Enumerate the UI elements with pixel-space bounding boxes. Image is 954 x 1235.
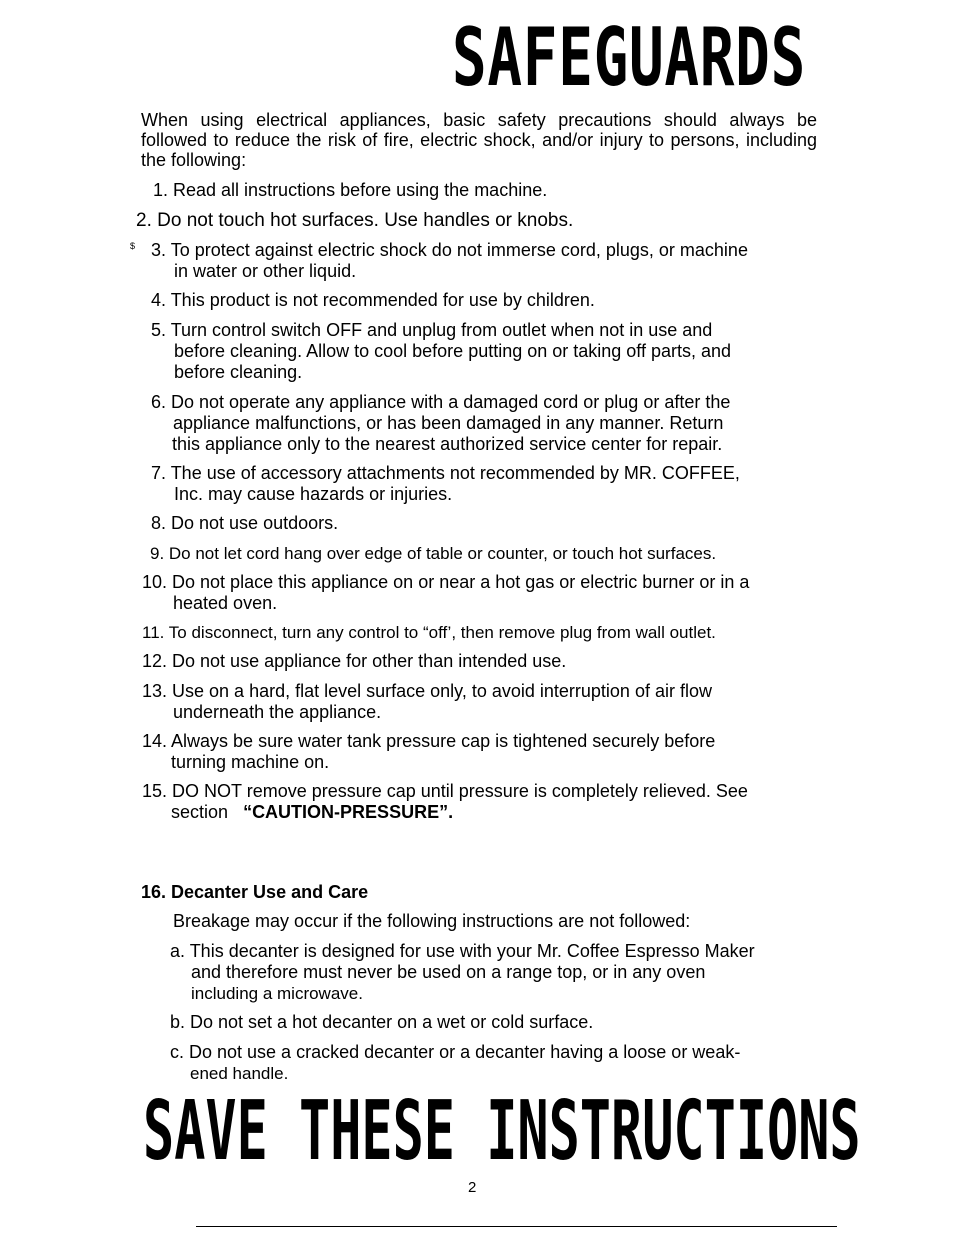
item-text-continued: before cleaning. Allow to cool before putting on or taking off parts, and [174, 341, 732, 361]
item-text-continued: ened handle. [190, 1064, 289, 1083]
item-text: 8. Do not use outdoors. [151, 513, 339, 533]
safeguard-item-7 [151, 463, 740, 505]
caution-pressure-reference: “CAUTION-PRESSURE”. [243, 802, 454, 822]
safeguard-item-8 [151, 513, 338, 534]
page-number: 2 [468, 1179, 477, 1196]
safeguard-item-13 [142, 681, 712, 723]
safeguard-item-12 [142, 651, 566, 672]
item-text-continued: Inc. may cause hazards or injuries. [174, 484, 453, 504]
item-text: c. Do not use a cracked decanter or a decanter having a loose or weak- [170, 1042, 741, 1062]
item-text: 2. Do not touch hot surfaces. Use handles or knobs. [136, 210, 574, 231]
item-text-continued: in water or other liquid. [174, 261, 357, 281]
safeguard-item-14 [142, 731, 715, 773]
item-text: 4. This product is not recommended for use by children. [151, 290, 595, 310]
decanter-item-b [170, 1012, 593, 1033]
item-text-continued: before cleaning. [174, 362, 303, 382]
item-text-continued: section [171, 802, 229, 822]
safeguard-item-9 [150, 543, 716, 564]
safeguard-item-11 [142, 622, 716, 643]
safeguard-item-4 [151, 290, 595, 311]
safeguard-item-10 [142, 572, 749, 614]
item-text-continued: heated oven. [173, 593, 278, 613]
item-text-continued: including a microwave. [191, 984, 363, 1003]
footer-divider [196, 1226, 837, 1227]
item-text: 11. To disconnect, turn any control to “off’, then remove plug from wall outlet. [142, 623, 716, 642]
save-instructions-banner: SAVE THESE INSTRUCTIONS [143, 1084, 861, 1179]
stray-mark: $ [130, 241, 136, 251]
item-text-continued: appliance malfunctions, or has been damaged in any manner. Return [173, 413, 724, 433]
item-text: 13. Use on a hard, flat level surface only, to avoid interruption of air flow [142, 681, 712, 701]
item-text-continued: this appliance only to the nearest authorized service center for repair. [172, 434, 723, 454]
item-text: a. This decanter is designed for use with your Mr. Coffee Espresso Maker [170, 941, 755, 961]
item-text: b. Do not set a hot decanter on a wet or cold surface. [170, 1012, 594, 1032]
item-text: 15. DO NOT remove pressure cap until pressure is completely relieved. See [142, 781, 748, 801]
safeguard-item-5 [151, 320, 731, 383]
item-text: 9. Do not let cord hang over edge of table or counter, or touch hot surfaces. [150, 544, 717, 563]
item-text-continued: turning machine on. [171, 752, 330, 772]
item-text: 6. Do not operate any appliance with a damaged cord or plug or after the [151, 392, 731, 412]
safeguard-item-6 [151, 392, 730, 455]
safeguard-item-1 [153, 180, 547, 201]
item-text: 5. Turn control switch OFF and unplug from outlet when not in use and [151, 320, 713, 340]
decanter-lead: Breakage may occur if the following instructions are not followed: [173, 911, 691, 931]
item-text: 1. Read all instructions before using the machine. [153, 180, 548, 200]
safeguard-item-15 [142, 781, 748, 823]
item-text: 10. Do not place this appliance on or near a hot gas or electric burner or in a [142, 572, 750, 592]
item-text: 14. Always be sure water tank pressure cap is tightened securely before [142, 731, 716, 751]
item-text-continued: and therefore must never be used on a range top, or in any oven [191, 962, 706, 982]
decanter-item-a [170, 941, 755, 1004]
safeguard-item-3 [151, 240, 748, 282]
intro-paragraph: When using electrical appliances, basic safety precautions should always be followed to reduce the risk of fire, electric shock, and/or injury to persons, including the following: [141, 110, 817, 170]
safeguard-item-2 [136, 210, 573, 231]
decanter-section-heading: 16. Decanter Use and Care [141, 882, 369, 902]
item-text: 7. The use of accessory attachments not recommended by MR. COFFEE, [151, 463, 740, 483]
item-text: 3. To protect against electric shock do not immerse cord, plugs, or machine [151, 240, 748, 260]
item-text-continued: underneath the appliance. [173, 702, 382, 722]
page-title: SAFEGUARDS [452, 11, 806, 104]
decanter-item-c [170, 1042, 740, 1084]
item-text: 12. Do not use appliance for other than intended use. [142, 651, 567, 671]
